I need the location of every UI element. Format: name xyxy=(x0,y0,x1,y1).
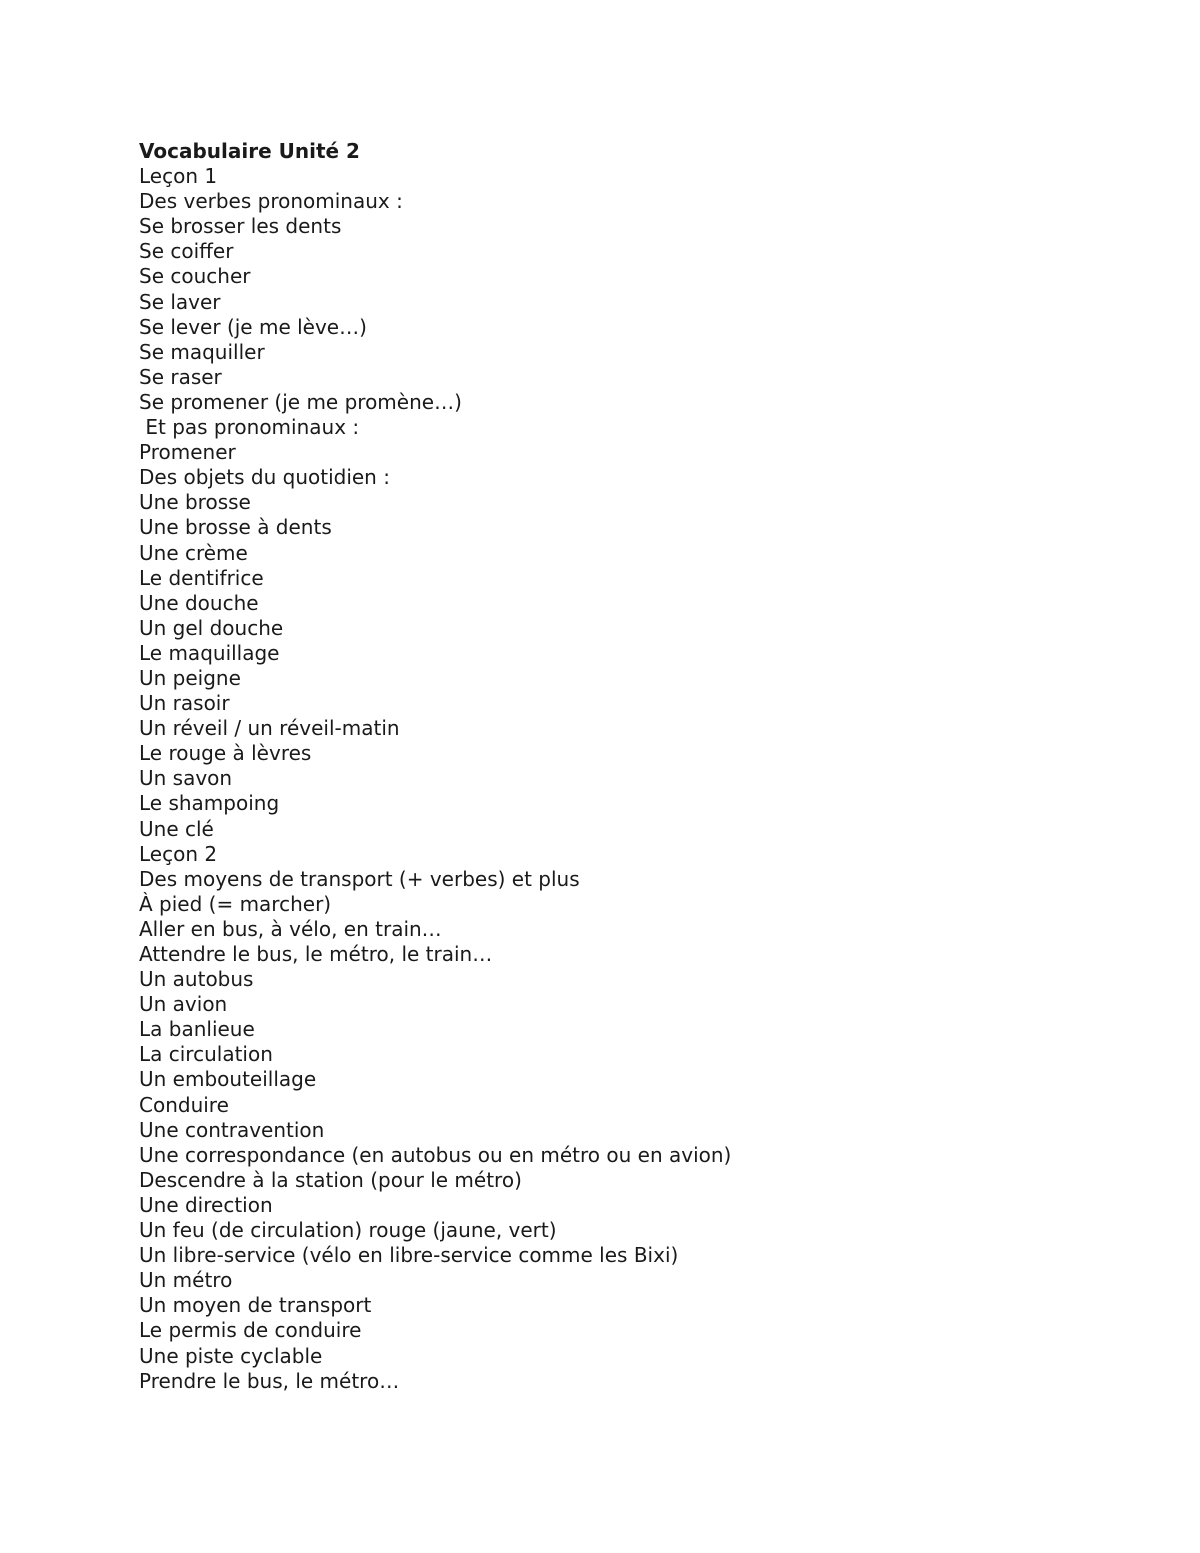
vocabulary-line: Se maquiller xyxy=(139,339,265,364)
vocabulary-line: Une piste cyclable xyxy=(139,1343,323,1368)
vocabulary-line: Attendre le bus, le métro, le train… xyxy=(139,942,493,966)
vocabulary-line: Un rasoir xyxy=(139,691,230,716)
vocabulary-line: Un feu (de circulation) rouge (jaune, vert) xyxy=(139,1218,557,1243)
vocabulary-line: Des objets du quotidien : xyxy=(139,465,390,490)
vocabulary-line: Un gel douche xyxy=(139,615,284,640)
vocabulary-line: Une brosse xyxy=(139,490,251,515)
vocabulary-line: Une douche xyxy=(139,590,259,615)
vocabulary-line: Se coucher xyxy=(139,264,251,289)
vocabulary-line: Le shampoing xyxy=(139,791,280,816)
document-body xyxy=(139,139,1039,1394)
vocabulary-line: Descendre à la station (pour le métro) xyxy=(139,1167,522,1192)
vocabulary-line: Une clé xyxy=(139,816,214,841)
vocabulary-line: Une crème xyxy=(139,540,248,565)
vocabulary-line: À pied (= marcher) xyxy=(139,891,332,916)
vocabulary-line: Promener xyxy=(139,440,236,465)
vocabulary-line: Leçon 2 xyxy=(139,841,218,866)
vocabulary-line: Un autobus xyxy=(139,967,254,992)
vocabulary-line: Une contravention xyxy=(139,1117,325,1142)
vocabulary-line: Se brosser les dents xyxy=(139,214,342,239)
vocabulary-line: La circulation xyxy=(139,1042,273,1067)
vocabulary-line: La banlieue xyxy=(139,1017,255,1042)
vocabulary-line: Et pas pronominaux : xyxy=(139,415,360,440)
vocabulary-line: Se promener (je me promène…) xyxy=(139,389,462,414)
vocabulary-line: Une brosse à dents xyxy=(139,515,332,540)
vocabulary-line: Prendre le bus, le métro… xyxy=(139,1368,400,1393)
vocabulary-line: Se coiffer xyxy=(139,239,234,264)
vocabulary-line: Se lever (je me lève…) xyxy=(139,314,367,339)
document-title: Vocabulaire Unité 2 xyxy=(139,139,360,163)
vocabulary-line: Un savon xyxy=(139,766,233,791)
vocabulary-line: Se laver xyxy=(139,289,221,314)
vocabulary-line: Se raser xyxy=(139,364,222,389)
vocabulary-line: Une correspondance (en autobus ou en métro ou en avion) xyxy=(139,1142,732,1167)
vocabulary-line: Un embouteillage xyxy=(139,1067,317,1092)
vocabulary-line: Des moyens de transport (+ verbes) et plus xyxy=(139,866,580,891)
vocabulary-line: Une direction xyxy=(139,1192,273,1217)
vocabulary-line: Le maquillage xyxy=(139,640,280,665)
vocabulary-line: Un avion xyxy=(139,992,228,1017)
vocabulary-line: Le dentifrice xyxy=(139,565,264,590)
vocabulary-line: Un libre-service (vélo en libre-service comme les Bixi) xyxy=(139,1243,679,1268)
vocabulary-line: Des verbes pronominaux : xyxy=(139,189,403,214)
vocabulary-line: Un réveil / un réveil-matin xyxy=(139,716,400,741)
vocabulary-line: Un moyen de transport xyxy=(139,1293,372,1318)
vocabulary-line: Leçon 1 xyxy=(139,164,218,189)
vocabulary-list xyxy=(139,164,1039,1394)
vocabulary-line: Conduire xyxy=(139,1092,229,1117)
vocabulary-line: Un métro xyxy=(139,1268,233,1293)
vocabulary-line: Un peigne xyxy=(139,665,241,690)
vocabulary-line: Le permis de conduire xyxy=(139,1318,362,1343)
vocabulary-line: Aller en bus, à vélo, en train… xyxy=(139,916,442,941)
vocabulary-line: Le rouge à lèvres xyxy=(139,741,312,766)
